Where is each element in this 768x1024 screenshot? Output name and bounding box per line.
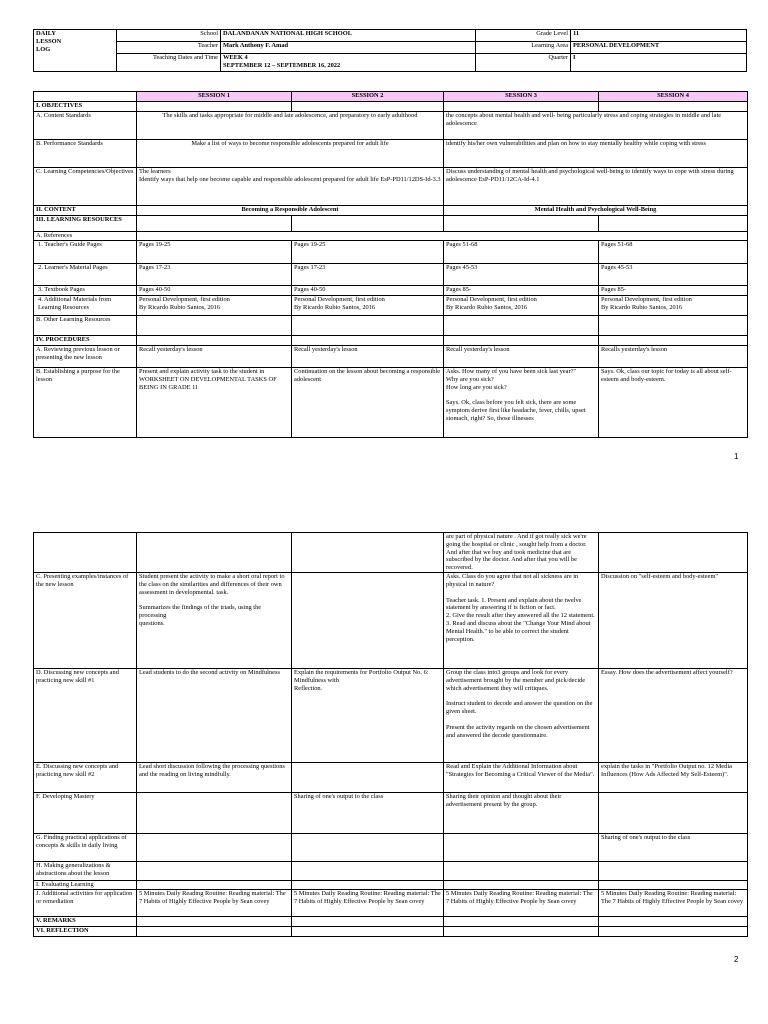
procedure-d-cell: Explain the requirements for Portfolio Output No. 6: Mindfulness with Reflection. xyxy=(292,669,444,763)
additional-materials-label: 4. Additional Materials from Learning Resources xyxy=(34,296,137,316)
learners-material-pages: Pages 45-53 xyxy=(599,264,748,286)
procedure-j-label: J. Additional activities for application or remediation xyxy=(34,890,137,917)
dates-label: Teaching Dates and Time xyxy=(117,54,221,72)
content-topic-12: Becoming a Responsible Adolescent xyxy=(137,206,444,216)
teachers-guide-pages: Pages 51-68 xyxy=(599,241,748,264)
procedure-h-label: H. Making generalizations & abstractions about the lesson xyxy=(34,862,137,881)
grade-value: 11 xyxy=(571,30,747,42)
grade-label: Grade Level xyxy=(476,30,571,42)
competencies-34: Discuss understanding of mental health and psychological well-being to identify ways to cope with stress during adolescence EsP-PD11/12CA-Id-4.1 xyxy=(444,168,748,206)
performance-standards-34: identify his/her own vulnerabilities and plan on how to stay mentally healthy while coping with stress xyxy=(444,140,748,168)
procedure-e-cell: Lead short discussion following the processing questions and the reading on living mindfully. xyxy=(137,763,292,793)
procedure-b-continued: are part of physical nature . And if got really sick we're going the hospital or clinic , sought help from a doctor. And after that we buy and took medicine that are subscribed by the doctor. And after that you will be recovered. xyxy=(444,533,599,573)
teachers-guide-pages: Pages 19-25 xyxy=(137,241,292,264)
procedure-c-cell: Asks. Class do you agree that not all sickness are in physical in nature? Teacher task. 1. Present and explain about the twelve statement by answering if is fiction or fact. 2. Give the result after they answered all the 12 statement. 3. Read and discuss about the "Change Your Mind about Mental Health." to be able to correct the student perception. xyxy=(444,573,599,669)
procedure-f-label: F. Developing Mastery xyxy=(34,793,137,834)
learners-material-pages: Pages 17-23 xyxy=(137,264,292,286)
area-value: PERSONAL DEVELOPMENT xyxy=(571,42,747,54)
procedures-heading: IV. PROCEDURES xyxy=(34,336,137,346)
procedure-c-cell: Discussion on "self-esteem and body-esteem" xyxy=(599,573,748,669)
textbook-pages: Pages 85- xyxy=(599,286,748,296)
procedure-c-cell: Student present the activity to make a short oral report to the class on the similarities and differences of their own assessment in developmental. task. Summarizes the findings of the triads, using the processing questions. xyxy=(137,573,292,669)
procedure-e-cell: explain the tasks in "Portfolio Output no. 12 Media Influences (How Ads Affected My Self-Esteem)". xyxy=(599,763,748,793)
procedure-a-cell: Recalls yesterday's lesson xyxy=(599,346,748,368)
additional-materials: Personal Development, first edition By Ricardo Rubio Santos, 2016 xyxy=(292,296,444,316)
procedure-f-cell: Sharing their opinion and thought about their advertisement present by the group. xyxy=(444,793,599,834)
learners-material-pages: Pages 17-23 xyxy=(292,264,444,286)
learners-material-pages: Pages 45-53 xyxy=(444,264,599,286)
learners-material-label: 2. Learner's Material Pages xyxy=(34,264,137,286)
quarter-label: Quarter xyxy=(476,54,571,72)
other-resources-label: B. Other Learning Resources xyxy=(34,316,137,336)
procedure-f-cell: Sharing of one's output to the class xyxy=(292,793,444,834)
procedure-a-cell: Recall yesterday's lesson xyxy=(292,346,444,368)
quarter-value: I xyxy=(571,54,747,72)
competencies-label: C. Learning Competencies/Objectives xyxy=(34,168,137,206)
teacher-name: Mark Anthony F. Amad xyxy=(221,42,476,54)
procedure-a-cell: Recall yesterday's lesson xyxy=(444,346,599,368)
textbook-pages: Pages 40-50 xyxy=(137,286,292,296)
content-standards-34: the concepts about mental health and well- being particularly stress and coping strategies in middle and late adolescence xyxy=(444,112,748,140)
competencies-12: The learners Identify ways that help one become capable and responsible adolescent prepared for adult life EsP-PD11/12DS-Id-3.3 xyxy=(137,168,444,206)
reflection-heading: VI. REFLECTION xyxy=(34,927,137,937)
procedure-b-cell: Says. Ok, class our topic for today is all about self-esteem and body-esteem. xyxy=(599,368,748,438)
procedure-c-cell xyxy=(292,573,444,669)
performance-standards-12: Make a list of ways to become responsible adolescents prepared for adult life xyxy=(137,140,444,168)
content-heading: II. CONTENT xyxy=(34,206,137,216)
procedure-b-cell: Present and explain activity task to the student in WORKSHEET ON DEVELOPMENTAL TASKS OF BEING IN GRADE 11 xyxy=(137,368,292,438)
objectives-heading: I. OBJECTIVES xyxy=(34,102,137,112)
session-header: SESSION 1 xyxy=(137,92,292,102)
procedure-a-label: A. Reviewing previous lesson or presenting the new lesson xyxy=(34,346,137,368)
procedure-b-label: B. Establishing a purpose for the lesson xyxy=(34,368,137,438)
session-header: SESSION 2 xyxy=(292,92,444,102)
header-corner xyxy=(34,92,137,102)
textbook-label: 3. Textbook Pages xyxy=(34,286,137,296)
content-standards-12: The skills and tasks appropriate for middle and late adolescence, and preparatory to early adulthood xyxy=(137,112,444,140)
teachers-guide-pages: Pages 51-68 xyxy=(444,241,599,264)
procedure-g-cell xyxy=(444,834,599,862)
procedure-j-cell: 5 Minutes Daily Reading Routine: Reading material: The 7 Habits of Highly Effective People by Sean covey xyxy=(292,890,444,917)
procedure-b-cell: Continuation on the lesson about becoming a responsible adolescent xyxy=(292,368,444,438)
session-header: SESSION 4 xyxy=(599,92,748,102)
additional-materials: Personal Development, first edition By Ricardo Rubio Santos, 2016 xyxy=(444,296,599,316)
resources-heading: III. LEARNING RESOURCES xyxy=(34,216,137,232)
textbook-pages: Pages 40-50 xyxy=(292,286,444,296)
additional-materials: Personal Development, first edition By Ricardo Rubio Santos, 2016 xyxy=(137,296,292,316)
dates-value: WEEK 4 SEPTEMBER 12 – SEPTEMBER 16, 2022 xyxy=(221,54,476,72)
remarks-heading: V. REMARKS xyxy=(34,917,137,927)
lesson-table-page-2 xyxy=(33,532,748,937)
school-name: DALANDANAN NATIONAL HIGH SCHOOL xyxy=(221,30,476,42)
teachers-guide-pages: Pages 19-25 xyxy=(292,241,444,264)
procedure-e-cell xyxy=(292,763,444,793)
school-label: School xyxy=(117,30,221,42)
page-number: 2 xyxy=(734,955,739,964)
procedure-d-label: D. Discussing new concepts and practicing new skill #1 xyxy=(34,669,137,763)
procedure-g-cell xyxy=(292,834,444,862)
lesson-table-page-1 xyxy=(33,91,748,438)
dll-title: DAILY LESSON LOG xyxy=(34,30,117,72)
procedure-g-cell xyxy=(137,834,292,862)
procedure-d-cell: Essay. How does the advertisement affect yourself? xyxy=(599,669,748,763)
procedure-e-label: E. Discussing new concepts and practicing new skill #2 xyxy=(34,763,137,793)
references-label: A. References xyxy=(34,232,137,241)
procedure-f-cell xyxy=(137,793,292,834)
page-number: 1 xyxy=(734,452,739,461)
procedure-g-label: G. Finding practical applications of concepts & skills in daily living xyxy=(34,834,137,862)
textbook-pages: Pages 85- xyxy=(444,286,599,296)
procedure-e-cell: Read and Explain the Additional Information about "Strategies for Becoming a Critical Viewer of the Media". xyxy=(444,763,599,793)
procedure-j-cell: 5 Minutes Daily Reading Routine: Reading material: The 7 Habits of Highly Effective People by Sean covey xyxy=(599,890,748,917)
procedure-j-cell: 5 Minutes Daily Reading Routine: Reading material: The 7 Habits of Highly Effective People by Sean covey xyxy=(137,890,292,917)
procedure-g-cell: Sharing of one's output to the class xyxy=(599,834,748,862)
procedure-d-cell: Group the class into3 groups and look for every advertisement brought by the member and pick/decide which advertisement they will critiques. Instruct student to decode and answer the question on the given sheet. Present the activity regards on the chosen advertisement and answered the decode questionnaire. xyxy=(444,669,599,763)
teachers-guide-label: 1. Teacher's Guide Pages xyxy=(34,241,137,264)
procedure-i-label: I. Evaluating Learning xyxy=(34,881,137,890)
header-table xyxy=(33,29,747,72)
additional-materials: Personal Development, first edition By Ricardo Rubio Santos, 2016 xyxy=(599,296,748,316)
procedure-c-label: C. Presenting examples/instances of the new lesson xyxy=(34,573,137,669)
procedure-d-cell: Lead students to do the second activity on Mindfulness xyxy=(137,669,292,763)
performance-standards-label: B. Performance Standards xyxy=(34,140,137,168)
content-topic-34: Mental Health and Psychological Well-Being xyxy=(444,206,748,216)
procedure-b-cell: Asks. How many of you have been sick last year?" Why are you sick? How long are you sick? Says. Ok, class before you felt sick, there are some symptom derive first like headache, fever, chills, upset stomach, right? So, those illnesses xyxy=(444,368,599,438)
procedure-f-cell xyxy=(599,793,748,834)
teacher-label: Teacher xyxy=(117,42,221,54)
procedure-a-cell: Recall yesterday's lesson xyxy=(137,346,292,368)
session-header: SESSION 3 xyxy=(444,92,599,102)
area-label: Learning Area xyxy=(476,42,571,54)
content-standards-label: A. Content Standards xyxy=(34,112,137,140)
procedure-j-cell: 5 Minutes Daily Reading Routine: Reading material: The 7 Habits of Highly Effective People by Sean covey xyxy=(444,890,599,917)
